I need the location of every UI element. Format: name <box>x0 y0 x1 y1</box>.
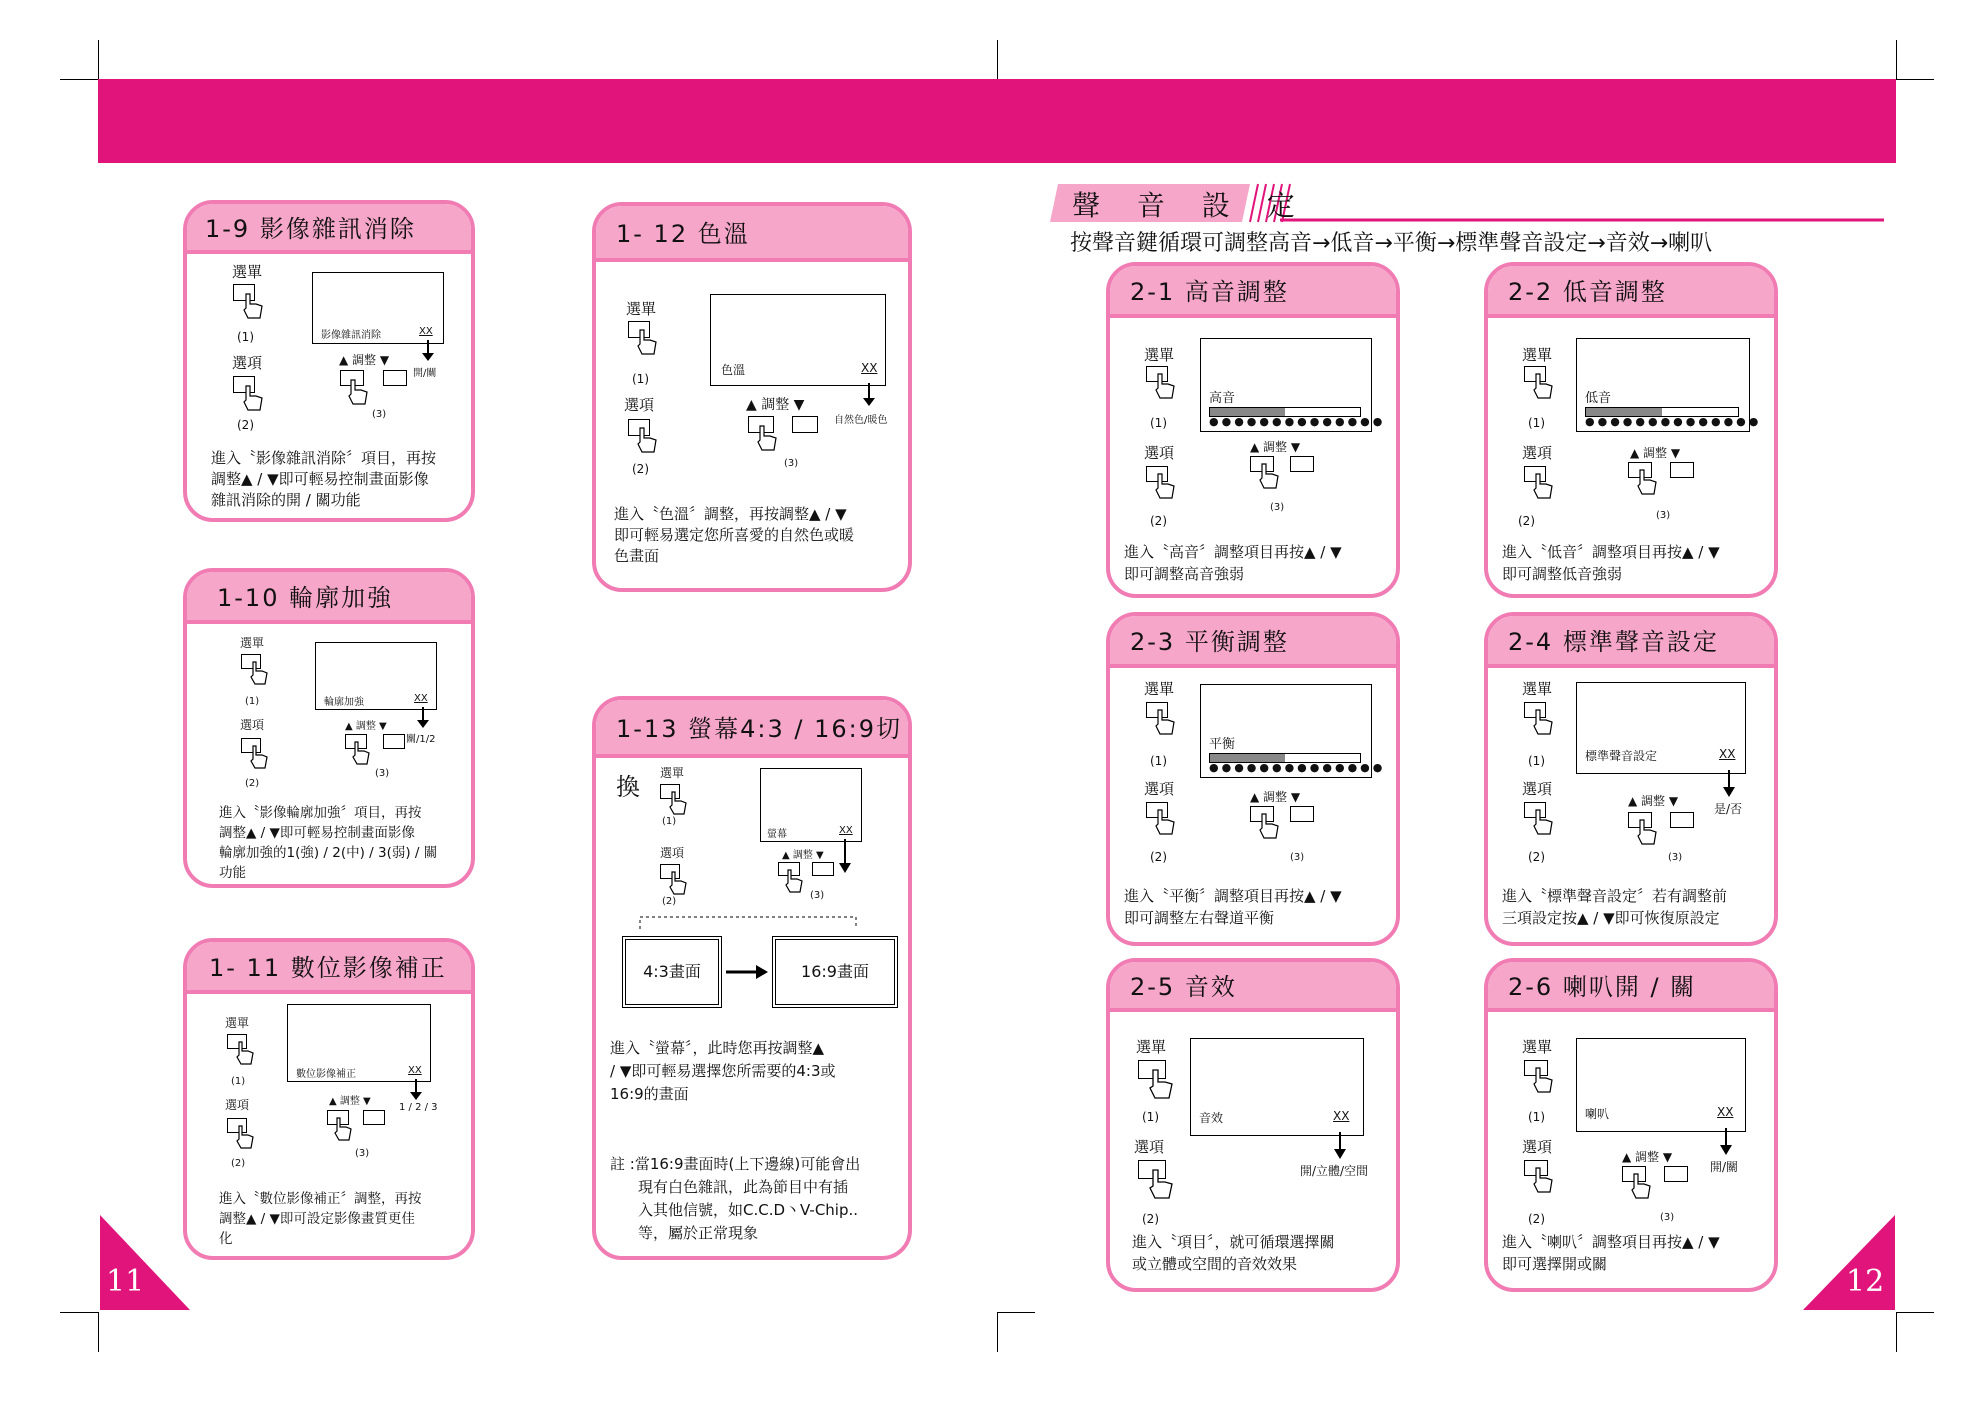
hand-icon <box>242 292 264 320</box>
arrow-down-icon <box>1332 1132 1348 1160</box>
arrow-down-icon <box>421 340 435 362</box>
card-aspect-ratio <box>592 696 912 1260</box>
tv-screen <box>312 272 444 344</box>
adjust-label: ▲ 調整 ▼ <box>339 353 390 367</box>
up-button[interactable] <box>1670 462 1694 478</box>
adjust-label: ▲ 調整 ▼ <box>1628 794 1679 808</box>
step-1: (1) <box>1142 1110 1159 1124</box>
aspect-4-3-box <box>622 936 722 1008</box>
hand-icon <box>1630 1172 1652 1200</box>
crop-mark <box>1896 79 1934 80</box>
description-line: 即可調整左右聲道平衡 <box>1124 909 1275 927</box>
card-noise-reduction <box>183 200 475 522</box>
value-options: 關/1/2 <box>406 734 436 745</box>
tv-screen <box>1576 682 1746 774</box>
screen-label: 音效 <box>1199 1111 1224 1125</box>
card-title: 2-4 標準聲音設定 <box>1488 616 1774 668</box>
step-1: (1) <box>1150 416 1167 430</box>
note-line: 入其他信號，如C.C.D丶V-Chip.. <box>638 1201 859 1219</box>
step-3: (3) <box>375 768 390 779</box>
value-placeholder: XX <box>861 361 878 375</box>
hand-icon <box>1154 708 1176 736</box>
screen-label: 輪廓加強 <box>324 697 364 708</box>
crop-mark <box>1896 1312 1897 1352</box>
crop-mark <box>98 1312 99 1352</box>
step-3: (3) <box>1290 852 1305 863</box>
card-sound-effect <box>1106 958 1400 1292</box>
up-button[interactable] <box>1290 806 1314 822</box>
value-options: 自然色/暖色 <box>834 415 888 426</box>
card-title: 1- 11 數位影像補正 <box>187 942 471 994</box>
box-label: 16:9畫面 <box>801 962 869 981</box>
page-number-right: 12 <box>1846 1264 1885 1299</box>
up-button[interactable] <box>1670 812 1694 828</box>
description-line: 三項設定按▲ / ▼即可恢復原設定 <box>1502 909 1720 927</box>
card-title: 1-9 影像雜訊消除 <box>187 204 471 254</box>
menu-label: 選單 <box>1522 1038 1553 1056</box>
menu-label: 選單 <box>232 263 263 281</box>
description-line: 雜訊消除的開 / 關功能 <box>211 491 361 509</box>
step-3: (3) <box>1656 510 1671 521</box>
menu-label: 選單 <box>1522 346 1553 364</box>
tv-screen <box>710 294 886 386</box>
adjust-label: ▲ 調整 ▼ <box>1250 790 1301 804</box>
card-speaker <box>1484 958 1778 1292</box>
adjust-label: ▲ 調整 ▼ <box>782 850 824 861</box>
step-1: (1) <box>662 816 677 827</box>
hand-icon <box>1636 468 1658 496</box>
adjust-label: ▲ 調整 ▼ <box>1630 446 1681 460</box>
step-2: (2) <box>1150 850 1167 864</box>
adjust-label: ▲ 調整 ▼ <box>345 721 387 732</box>
dotted-connector <box>636 839 876 935</box>
crop-mark <box>1896 1312 1934 1313</box>
hand-icon <box>235 1124 255 1150</box>
step-1: (1) <box>237 330 254 344</box>
note-line: 等，屬於正常現象 <box>638 1224 759 1242</box>
arrow-down-icon <box>416 707 430 729</box>
value-options: 是/否 <box>1714 802 1743 816</box>
hand-icon <box>1258 462 1280 490</box>
card-title: 1-10 輪廓加強 <box>187 572 471 624</box>
crop-mark <box>60 1312 98 1313</box>
option-label: 選項 <box>225 1098 250 1112</box>
option-label: 選項 <box>1522 444 1553 462</box>
tv-screen <box>287 1004 431 1082</box>
description-line: 進入〝影像雜訊消除〞項目，再按 <box>211 449 437 467</box>
description-line: 進入〝平衡〞調整項目再按▲ / ▼ <box>1124 887 1342 905</box>
crop-mark <box>997 1312 998 1352</box>
card-balance <box>1106 612 1400 946</box>
description-line: 進入〝標準聲音設定〞若有調整前 <box>1502 887 1728 905</box>
value-options: 開/立體/空間 <box>1300 1164 1369 1178</box>
step-2: (2) <box>1528 850 1545 864</box>
description-line: 調整▲ / ▼即可輕易控制畫面影像 <box>219 825 415 841</box>
step-2: (2) <box>662 896 677 907</box>
screen-label: 標準聲音設定 <box>1585 749 1658 763</box>
hand-icon <box>1636 818 1658 846</box>
tv-screen <box>1576 1038 1746 1132</box>
step-2: (2) <box>1142 1212 1159 1226</box>
hand-icon <box>1154 372 1176 400</box>
crop-mark <box>997 40 998 80</box>
value-placeholder: XX <box>839 825 853 836</box>
menu-label: 選單 <box>1136 1038 1167 1056</box>
adjust-label: ▲ 調整 ▼ <box>1250 440 1301 454</box>
aspect-16-9-box <box>772 936 898 1008</box>
screen-label: 高音 <box>1209 391 1236 406</box>
hand-icon <box>249 660 269 686</box>
dot-scale: ●●●●●●●●●●●●●● <box>1209 761 1386 774</box>
crop-mark <box>98 40 99 80</box>
step-2: (2) <box>1528 1212 1545 1226</box>
screen-label: 低音 <box>1585 391 1612 406</box>
option-label: 選項 <box>1144 444 1175 462</box>
description-line: 即可選擇開或關 <box>1502 1255 1608 1273</box>
option-label: 選項 <box>1522 1138 1553 1156</box>
card-title: 2-6 喇叭開 / 關 <box>1488 962 1774 1012</box>
arrow-down-icon <box>1721 770 1737 798</box>
description-line: 調整▲ / ▼即可輕易控制畫面影像 <box>211 470 429 488</box>
hand-icon <box>1532 708 1554 736</box>
hand-icon <box>756 424 778 452</box>
description-line: 色畫面 <box>614 547 660 565</box>
card-digital-correction <box>183 938 475 1260</box>
value-placeholder: XX <box>408 1065 422 1076</box>
hand-icon <box>1148 1168 1174 1200</box>
description-line: 進入〝高音〞調整項目再按▲ / ▼ <box>1124 543 1342 561</box>
adjust-label: ▲ 調整 ▼ <box>1622 1150 1673 1164</box>
hand-icon <box>636 328 658 356</box>
screen-label: 喇叭 <box>1585 1107 1610 1121</box>
arrow-down-icon <box>862 383 876 407</box>
hand-icon <box>1532 1166 1554 1194</box>
description-line: 即可調整高音強弱 <box>1124 565 1245 583</box>
card-title: 2-5 音效 <box>1110 962 1396 1012</box>
step-1: (1) <box>1528 1110 1545 1124</box>
tv-screen <box>1190 1038 1364 1136</box>
step-2: (2) <box>632 462 649 476</box>
hand-icon <box>1154 808 1176 836</box>
card-standard-sound <box>1484 612 1778 946</box>
step-1: (1) <box>245 696 260 707</box>
description-line: 進入〝喇叭〞調整項目再按▲ / ▼ <box>1502 1233 1720 1251</box>
hand-icon <box>636 426 658 454</box>
hand-icon <box>1154 472 1176 500</box>
hand-icon <box>333 1116 353 1142</box>
option-label: 選項 <box>1134 1138 1165 1156</box>
header-bar <box>98 79 1896 163</box>
tv-screen <box>315 642 437 710</box>
adjust-label: ▲ 調整 ▼ <box>329 1096 371 1107</box>
menu-label: 選單 <box>1144 680 1175 698</box>
step-3: (3) <box>355 1148 370 1159</box>
menu-label: 選單 <box>225 1016 250 1030</box>
value-placeholder: XX <box>1333 1109 1350 1123</box>
hand-icon <box>1532 372 1554 400</box>
screen-label: 螢幕 <box>767 829 787 840</box>
description-line: 16:9的畫面 <box>610 1085 689 1103</box>
description-line: 調整▲ / ▼即可設定影像畫質更佳 <box>219 1211 415 1227</box>
hand-icon <box>347 378 369 406</box>
option-label: 選項 <box>232 354 263 372</box>
tv-screen <box>1200 684 1386 778</box>
step-3: (3) <box>1660 1212 1675 1223</box>
option-label: 選項 <box>1144 780 1175 798</box>
description-line: 進入〝螢幕〞，此時您再按調整▲ <box>610 1039 825 1057</box>
hand-icon <box>668 790 688 816</box>
step-3: (3) <box>1270 502 1285 513</box>
tv-screen <box>760 768 862 842</box>
option-label: 選項 <box>660 846 685 860</box>
description-line: / ▼即可輕易選擇您所需要的4:3或 <box>610 1062 836 1080</box>
hand-icon <box>351 740 371 766</box>
hand-icon <box>249 744 269 770</box>
option-label: 選項 <box>240 718 265 732</box>
description-line: 進入〝低音〞調整項目再按▲ / ▼ <box>1502 543 1720 561</box>
hand-icon <box>1532 808 1554 836</box>
screen-label: 數位影像補正 <box>296 1069 356 1080</box>
step-2: (2) <box>245 778 260 789</box>
card-color-temperature <box>592 202 912 592</box>
step-1: (1) <box>632 372 649 386</box>
step-2: (2) <box>237 418 254 432</box>
note-line: 註 :當16:9畫面時(上下邊線)可能會出 <box>610 1155 861 1173</box>
menu-label: 選單 <box>1522 680 1553 698</box>
value-placeholder: XX <box>419 326 433 337</box>
step-1: (1) <box>1528 754 1545 768</box>
tv-screen <box>1200 338 1386 432</box>
value-options: 開/關 <box>1710 1160 1739 1174</box>
description-line: 即可輕易選定您所喜愛的自然色或暖 <box>614 526 855 544</box>
hand-icon <box>242 384 264 412</box>
up-button[interactable] <box>1290 456 1314 472</box>
step-3: (3) <box>372 409 387 420</box>
section-intro: 按聲音鍵循環可調整高音→低音→平衡→標準聲音設定→音效→喇叭 <box>1070 231 1713 256</box>
description-line: 進入〝數位影像補正〞調整，再按 <box>219 1191 422 1207</box>
card-edge-enhance <box>183 568 475 888</box>
step-3: (3) <box>810 890 825 901</box>
description-line: 進入〝項目〞，就可循環選擇關 <box>1132 1233 1335 1251</box>
description-line: 輪廓加強的1(強) / 2(中) / 3(弱) / 關 <box>219 845 438 861</box>
value-placeholder: XX <box>414 693 428 704</box>
card-title: 2-2 低音調整 <box>1488 266 1774 318</box>
adjust-label: ▲ 調整 ▼ <box>746 397 805 413</box>
value-placeholder: XX <box>1719 747 1736 761</box>
menu-label: 選單 <box>660 766 685 780</box>
screen-label: 影像雜訊消除 <box>321 330 381 341</box>
dot-scale: ●●●●●●●●●●●●●● <box>1209 415 1386 428</box>
option-label: 選項 <box>624 396 655 414</box>
up-button[interactable] <box>792 416 818 433</box>
step-3: (3) <box>1668 852 1683 863</box>
section-title: 聲 音 設 定 <box>1072 189 1309 222</box>
step-3: (3) <box>784 458 799 469</box>
card-treble <box>1106 262 1400 598</box>
screen-label: 平衡 <box>1209 737 1236 752</box>
menu-label: 選單 <box>240 636 265 650</box>
card-title: 1-13 螢幕4:3 / 16:9切換 <box>596 700 908 758</box>
card-title: 2-1 高音調整 <box>1110 266 1396 318</box>
up-button[interactable] <box>1664 1166 1688 1182</box>
description-line: 進入〝色溫〞調整，再按調整▲ / ▼ <box>614 505 847 523</box>
card-title: 2-3 平衡調整 <box>1110 616 1396 668</box>
up-button[interactable] <box>363 1110 385 1125</box>
arrow-down-icon <box>409 1079 423 1101</box>
arrow-right-icon <box>726 962 770 982</box>
description-line: 化 <box>219 1231 233 1247</box>
dot-scale: ●●●●●●●●●●●●●● <box>1585 415 1762 428</box>
option-label: 選項 <box>1522 780 1553 798</box>
value-options: 1 / 2 / 3 <box>399 1102 438 1113</box>
description-line: 進入〝影像輪廓加強〞項目，再按 <box>219 805 422 821</box>
note-line: 現有白色雜訊，此為節目中有插 <box>638 1178 849 1196</box>
menu-label: 選單 <box>626 300 657 318</box>
arrow-down-icon <box>1718 1128 1734 1156</box>
crop-mark <box>60 79 98 80</box>
step-1: (1) <box>1528 416 1545 430</box>
hand-icon <box>1258 812 1280 840</box>
hand-icon <box>1532 472 1554 500</box>
value-placeholder: XX <box>1717 1105 1734 1119</box>
description-line: 即可調整低音強弱 <box>1502 565 1623 583</box>
card-bass <box>1484 262 1778 598</box>
crop-mark <box>1896 40 1897 80</box>
step-1: (1) <box>1150 754 1167 768</box>
tv-screen <box>1576 338 1762 432</box>
box-label: 4:3畫面 <box>643 962 701 981</box>
value-options: 開/關 <box>413 368 437 379</box>
card-title: 1- 12 色溫 <box>596 206 908 262</box>
page-number-left: 11 <box>106 1264 145 1299</box>
hand-icon <box>1532 1066 1554 1094</box>
hand-icon <box>235 1040 255 1066</box>
menu-label: 選單 <box>1144 346 1175 364</box>
step-2: (2) <box>1150 514 1167 528</box>
step-2: (2) <box>231 1158 246 1169</box>
hand-icon <box>1148 1068 1174 1100</box>
up-button[interactable] <box>383 370 407 386</box>
screen-label: 色溫 <box>721 363 746 377</box>
crop-mark <box>997 1312 1035 1313</box>
step-1: (1) <box>231 1076 246 1087</box>
description-line: 功能 <box>219 865 246 881</box>
step-2: (2) <box>1518 514 1535 528</box>
description-line: 或立體或空間的音效效果 <box>1132 1255 1298 1273</box>
up-button[interactable] <box>383 734 405 749</box>
